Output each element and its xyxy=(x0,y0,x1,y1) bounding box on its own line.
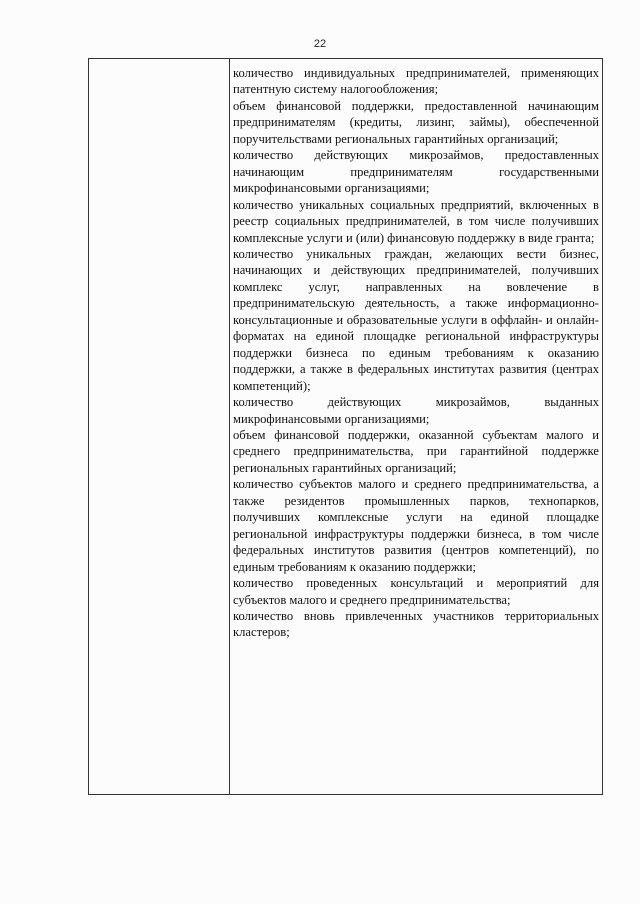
list-item: количество действующих микрозаймов, предоставленных начинающим предпринимателям государственными микрофинансовыми организациями; xyxy=(233,148,599,196)
list-item: количество проведенных консультаций и мероприятий для субъектов малого и среднего предпринимательства; xyxy=(233,576,599,607)
list-item: количество субъектов малого и среднего предпринимательства, а также резидентов промышленных парков, технопарков, получивших комплексные услуги на единой площадке региональной инфраструктуры поддержки бизнеса, в том числе федеральных институтов развития (центров компетенций), по единым требованиям к оказанию поддержки; xyxy=(233,477,599,574)
list-item: количество вновь привлеченных участников территориальных кластеров; xyxy=(233,608,599,640)
indicators-table xyxy=(88,58,603,795)
list-item: количество действующих микрозаймов, выданных микрофинансовыми организациями; xyxy=(233,395,599,426)
page-number: 22 xyxy=(313,38,327,50)
list-item: количество уникальных граждан, желающих вести бизнес, начинающих и действующих предпринимателей, получивших комплекс услуг, направленных на вовлечение в предпринимательскую деятельность, а также информационно-консультационные и образовательные услуги в оффлайн- и онлайн-форматах на единой площадке региональной инфраструктуры поддержки бизнеса по единым требованиям к оказанию поддержки, а также в федеральных институтах развития (центрах компетенций); xyxy=(233,246,599,393)
table-cell-left xyxy=(89,59,230,794)
list-item: объем финансовой поддержки, предоставленной начинающим предпринимателям (кредиты, лизинг, займы), обеспеченной поручительствами региональных гарантийных организаций; xyxy=(233,98,599,146)
list-item: количество индивидуальных предпринимателей, применяющих патентную систему налогообложения; xyxy=(233,66,599,97)
list-item: объем финансовой поддержки, оказанной субъектам малого и среднего предпринимательства, при гарантийной поддержке региональных гарантийных организаций; xyxy=(233,427,599,475)
list-item: количество уникальных социальных предприятий, включенных в реестр социальных предпринимателей, в том числе получивших комплексные услуги и (или) финансовую поддержку в виде гранта; xyxy=(233,197,599,245)
table-cell-right xyxy=(230,59,602,794)
